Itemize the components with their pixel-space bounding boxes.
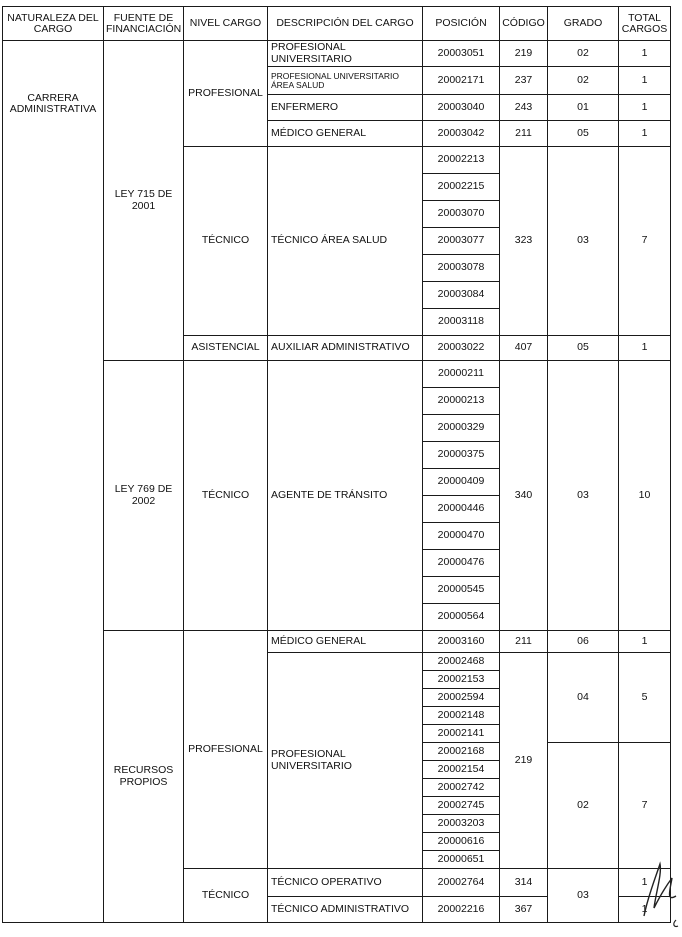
- nivel-tecnico-769: TÉCNICO: [184, 361, 268, 631]
- total-cell: 5: [619, 653, 671, 743]
- header-descripcion: DESCRIPCIÓN DEL CARGO: [268, 7, 423, 41]
- cod-cell: 211: [500, 631, 548, 653]
- desc-cell: AUXILIAR ADMINISTRATIVO: [268, 336, 423, 361]
- fuente-recursos-propios: RECURSOS PROPIOS: [104, 631, 184, 923]
- pos-cell: 20000329: [423, 415, 500, 442]
- pos-cell: 20000375: [423, 442, 500, 469]
- header-naturaleza: NATURALEZA DEL CARGO: [3, 7, 104, 41]
- header-row: [3, 7, 671, 41]
- header-total: TOTAL CARGOS: [619, 7, 671, 41]
- cod-cell: 367: [500, 897, 548, 923]
- grado-cell: 04: [548, 653, 619, 743]
- pos-cell: 20003078: [423, 255, 500, 282]
- desc-cell: MÉDICO GENERAL: [268, 121, 423, 147]
- total-cell: 1: [619, 631, 671, 653]
- header-nivel: NIVEL CARGO: [184, 7, 268, 41]
- pos-cell: 20002153: [423, 671, 500, 689]
- cod-cell: 323: [500, 147, 548, 336]
- total-cell: 1: [619, 67, 671, 95]
- total-cell: 7: [619, 743, 671, 869]
- pos-cell: 20000545: [423, 577, 500, 604]
- grado-cell: 03: [548, 147, 619, 336]
- grado-cell: 02: [548, 41, 619, 67]
- cod-cell: 237: [500, 67, 548, 95]
- pos-cell: 20002594: [423, 689, 500, 707]
- total-cell: 10: [619, 361, 671, 631]
- grado-cell: 05: [548, 121, 619, 147]
- cod-cell: 243: [500, 95, 548, 121]
- cod-cell: 407: [500, 336, 548, 361]
- nivel-asistencial-715: ASISTENCIAL: [184, 336, 268, 361]
- pos-cell: 20002148: [423, 707, 500, 725]
- fuente-ley769: LEY 769 DE 2002: [104, 361, 184, 631]
- table-row: [3, 41, 671, 67]
- cod-cell: 219: [500, 653, 548, 869]
- pos-cell: 20003160: [423, 631, 500, 653]
- header-posicion: POSICIÓN: [423, 7, 500, 41]
- header-grado: GRADO: [548, 7, 619, 41]
- pos-cell: 20002216: [423, 897, 500, 923]
- total-cell: 1: [619, 336, 671, 361]
- total-cell: 7: [619, 147, 671, 336]
- grado-cell: 03: [548, 869, 619, 923]
- total-cell: 1: [619, 95, 671, 121]
- total-cell: 1: [619, 121, 671, 147]
- naturaleza-cell: CARRERA ADMINISTRATIVA: [3, 41, 104, 923]
- grado-cell: 02: [548, 743, 619, 869]
- pos-cell: 20000446: [423, 496, 500, 523]
- pos-cell: 20000476: [423, 550, 500, 577]
- pos-cell: 20003042: [423, 121, 500, 147]
- grado-cell: 05: [548, 336, 619, 361]
- grado-cell: 01: [548, 95, 619, 121]
- pos-cell: 20003040: [423, 95, 500, 121]
- pos-cell: 20003070: [423, 201, 500, 228]
- pos-cell: 20003203: [423, 815, 500, 833]
- pos-cell: 20000564: [423, 604, 500, 631]
- pos-cell: 20000409: [423, 469, 500, 496]
- fuente-ley715: LEY 715 DE 2001: [104, 41, 184, 361]
- cod-cell: 211: [500, 121, 548, 147]
- pos-cell: 20003118: [423, 309, 500, 336]
- pos-cell: 20000213: [423, 388, 500, 415]
- table-row: [3, 631, 671, 653]
- pos-cell: 20003084: [423, 282, 500, 309]
- pos-cell: 20000470: [423, 523, 500, 550]
- desc-cell: PROFESIONAL UNIVERSITARIO: [268, 41, 423, 67]
- cod-cell: 314: [500, 869, 548, 897]
- pos-cell: 20002215: [423, 174, 500, 201]
- grado-cell: 06: [548, 631, 619, 653]
- pos-cell: 20003077: [423, 228, 500, 255]
- nivel-profesional-715: PROFESIONAL: [184, 41, 268, 147]
- total-cell: 1: [619, 41, 671, 67]
- pos-cell: 20003051: [423, 41, 500, 67]
- pos-cell: 20002764: [423, 869, 500, 897]
- pos-cell: 20002168: [423, 743, 500, 761]
- total-cell: 1: [619, 869, 671, 897]
- cod-cell: 219: [500, 41, 548, 67]
- desc-cell: MÉDICO GENERAL: [268, 631, 423, 653]
- desc-cell: PROFESIONAL UNIVERSITARIO: [268, 653, 423, 869]
- pos-cell: 20003022: [423, 336, 500, 361]
- handwritten-signature: [636, 856, 682, 928]
- desc-cell: TÉCNICO ADMINISTRATIVO: [268, 897, 423, 923]
- cod-cell: 340: [500, 361, 548, 631]
- nivel-tecnico-715: TÉCNICO: [184, 147, 268, 336]
- desc-cell: PROFESIONAL UNIVERSITARIO ÁREA SALUD: [268, 67, 423, 95]
- table-row: [3, 361, 671, 388]
- pos-cell: 20002213: [423, 147, 500, 174]
- header-fuente: FUENTE DE FINANCIACIÓN: [104, 7, 184, 41]
- pos-cell: 20002171: [423, 67, 500, 95]
- header-codigo: CÓDIGO: [500, 7, 548, 41]
- total-cell: 1: [619, 897, 671, 923]
- pos-cell: 20000211: [423, 361, 500, 388]
- pos-cell: 20002468: [423, 653, 500, 671]
- nivel-profesional-rp: PROFESIONAL: [184, 631, 268, 869]
- pos-cell: 20000651: [423, 851, 500, 869]
- pos-cell: 20002742: [423, 779, 500, 797]
- grado-cell: 02: [548, 67, 619, 95]
- cargos-table: [2, 6, 671, 923]
- grado-cell: 03: [548, 361, 619, 631]
- pos-cell: 20002154: [423, 761, 500, 779]
- pos-cell: 20000616: [423, 833, 500, 851]
- pos-cell: 20002141: [423, 725, 500, 743]
- desc-cell: AGENTE DE TRÁNSITO: [268, 361, 423, 631]
- desc-cell: TÉCNICO ÁREA SALUD: [268, 147, 423, 336]
- desc-cell: ENFERMERO: [268, 95, 423, 121]
- nivel-tecnico-rp: TÉCNICO: [184, 869, 268, 923]
- desc-cell: TÉCNICO OPERATIVO: [268, 869, 423, 897]
- pos-cell: 20002745: [423, 797, 500, 815]
